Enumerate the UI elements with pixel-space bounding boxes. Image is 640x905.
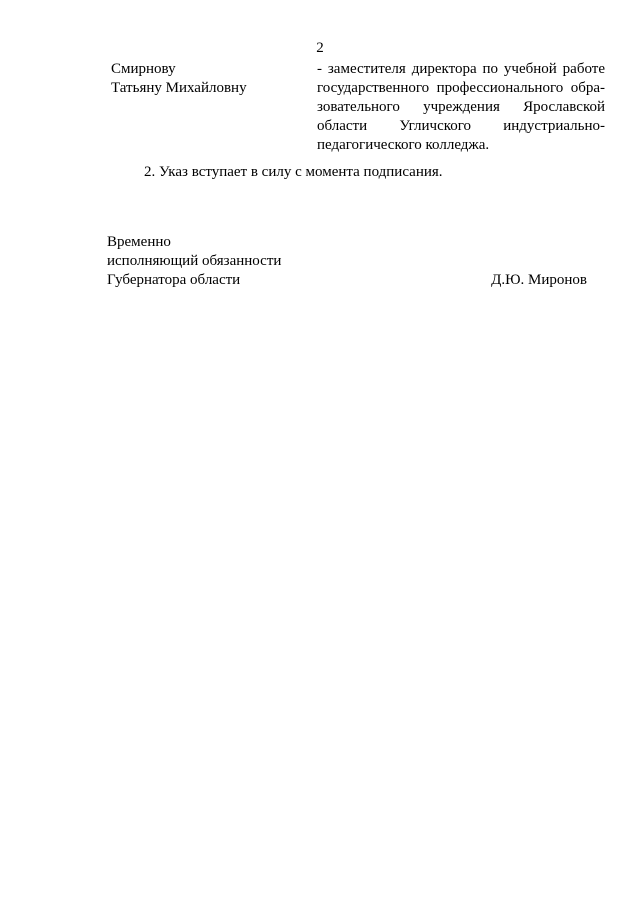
- position-line: - заместителя директора по учебной работе: [317, 61, 605, 77]
- position-line: педагогического колледжа.: [317, 137, 490, 153]
- position-line: государственного профессионального обра-: [317, 80, 605, 96]
- appointee-name: [111, 60, 317, 98]
- appointee-given-names: Татьяну Михайловну: [111, 80, 247, 96]
- signatory-name: Д.Ю. Миронов: [491, 272, 587, 288]
- signatory-title-line: Временно: [107, 234, 171, 250]
- position-line: зовательного учреждения Ярославской: [317, 99, 605, 115]
- appointee-position: [317, 60, 605, 155]
- position-line: области Угличского индустриально-: [317, 118, 605, 134]
- clause-2: 2. Указ вступает в силу с момента подписания.: [144, 164, 443, 180]
- appointee-surname: Смирнову: [111, 61, 176, 77]
- signatory-title-line: исполняющий обязанности: [107, 253, 282, 269]
- signatory-title: [107, 233, 281, 290]
- appointee-entry: [111, 60, 605, 155]
- page-number: 2: [316, 40, 324, 56]
- signatory-title-line: Губернатора области: [107, 272, 241, 288]
